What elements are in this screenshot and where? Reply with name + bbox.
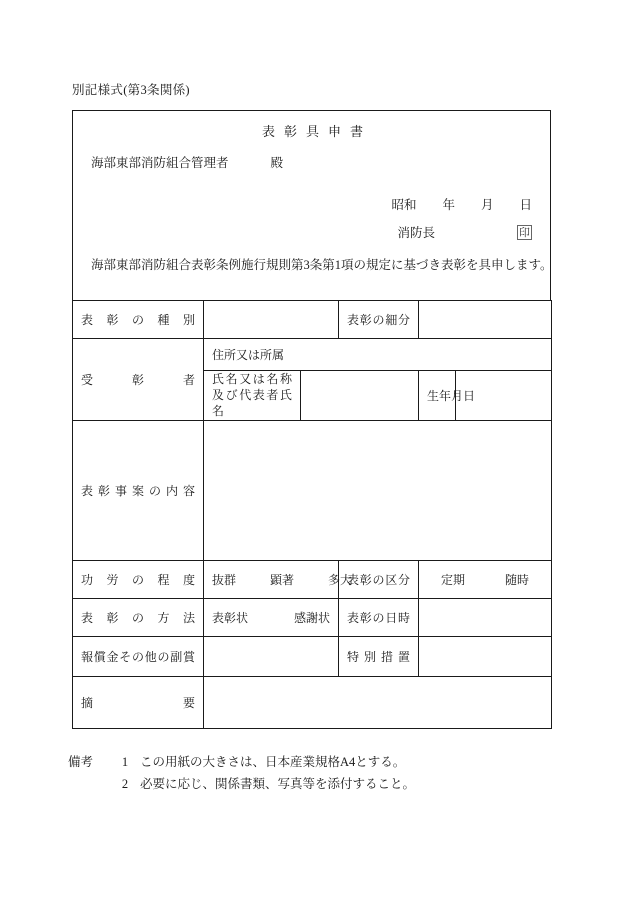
award-subdivision-value[interactable]	[419, 301, 552, 339]
name-label-line2: 及び代表者氏名	[212, 388, 292, 419]
method-option-1[interactable]: 感謝状	[294, 610, 331, 625]
birthdate-label: 生年月日	[419, 371, 456, 421]
category-option-0[interactable]: 定期	[440, 572, 465, 587]
footnote-keyword: 備考	[68, 755, 94, 769]
award-type-label: 表彰の種別	[73, 301, 204, 339]
addressee-name: 海部東部消防組合管理者	[91, 156, 229, 170]
award-method-label: 表彰の方法	[73, 598, 204, 636]
footnote-text-1: この用紙の大きさは、日本産業規格A4とする。	[140, 755, 406, 769]
statement-text: 海部東部消防組合表彰条例施行規則第3条第1項の規定に基づき表彰を具申します。	[91, 258, 553, 272]
name-label-line1: 氏名又は名称	[212, 372, 292, 386]
merit-degree-label: 功労の程度	[73, 560, 204, 598]
merit-options[interactable]	[204, 560, 353, 598]
award-datetime-label: 表彰の日時	[339, 598, 419, 636]
addressee-honorific: 殿	[270, 156, 284, 170]
method-option-0[interactable]: 表彰状	[212, 610, 249, 625]
document-title: 表彰具申書	[261, 124, 372, 139]
date-line	[391, 195, 532, 213]
form-number-label: 別記様式(第3条関係)	[72, 83, 190, 97]
special-measure-label: 特別措置	[339, 636, 419, 676]
award-subdivision-label: 表彰の細分	[339, 301, 419, 339]
award-category-label: 表彰の区分	[339, 560, 419, 598]
table-row-award-method	[73, 598, 552, 636]
date-day: 日	[519, 198, 532, 212]
submitter-line	[397, 223, 532, 241]
address-label-text: 住所又は所属	[212, 348, 285, 362]
footnotes	[68, 752, 415, 796]
document-header-frame	[72, 110, 551, 300]
date-year: 年	[442, 198, 455, 212]
recipient-label: 受彰者	[73, 339, 204, 421]
footnote-number-1: 1	[121, 755, 129, 769]
merit-option-2[interactable]: 多大	[328, 572, 353, 587]
summary-value[interactable]	[204, 676, 552, 728]
merit-option-0[interactable]: 抜群	[212, 572, 237, 587]
reward-money-value[interactable]	[204, 636, 339, 676]
footnote-item	[68, 752, 415, 774]
case-content-label: 表彰事案の内容	[73, 420, 204, 560]
date-era: 昭和	[391, 198, 417, 212]
table-row-award-type	[73, 301, 552, 339]
category-option-1[interactable]: 随時	[505, 572, 530, 587]
table-row-summary	[73, 676, 552, 728]
reward-money-label: 報償金その他の副賞	[73, 636, 204, 676]
name-value[interactable]	[301, 371, 419, 421]
method-options[interactable]	[204, 598, 339, 636]
merit-option-1[interactable]: 顕著	[270, 572, 295, 587]
case-content-value[interactable]	[204, 420, 552, 560]
seal-stamp-icon: 印	[519, 226, 530, 239]
category-options[interactable]	[419, 560, 552, 598]
table-row-case-content	[73, 420, 552, 560]
special-measure-value[interactable]	[419, 636, 552, 676]
addressee-line	[91, 153, 283, 171]
submitter-title: 消防長	[397, 226, 435, 240]
table-row-reward-money	[73, 636, 552, 676]
address-label	[204, 339, 552, 371]
date-month: 月	[480, 198, 494, 212]
summary-label: 摘要	[73, 676, 204, 728]
award-type-value[interactable]	[204, 301, 339, 339]
name-label	[204, 371, 301, 421]
award-datetime-value[interactable]	[419, 598, 552, 636]
footnote-text-2: 必要に応じ、関係書類、写真等を添付すること。	[140, 776, 416, 791]
footnote-keyword-spacer	[68, 774, 110, 796]
footnote-item	[68, 774, 415, 796]
table-row-merit-degree	[73, 560, 552, 598]
award-recommendation-table	[72, 300, 552, 729]
footnote-number-2: 2	[121, 776, 129, 791]
table-row-recipient-address	[73, 339, 552, 371]
